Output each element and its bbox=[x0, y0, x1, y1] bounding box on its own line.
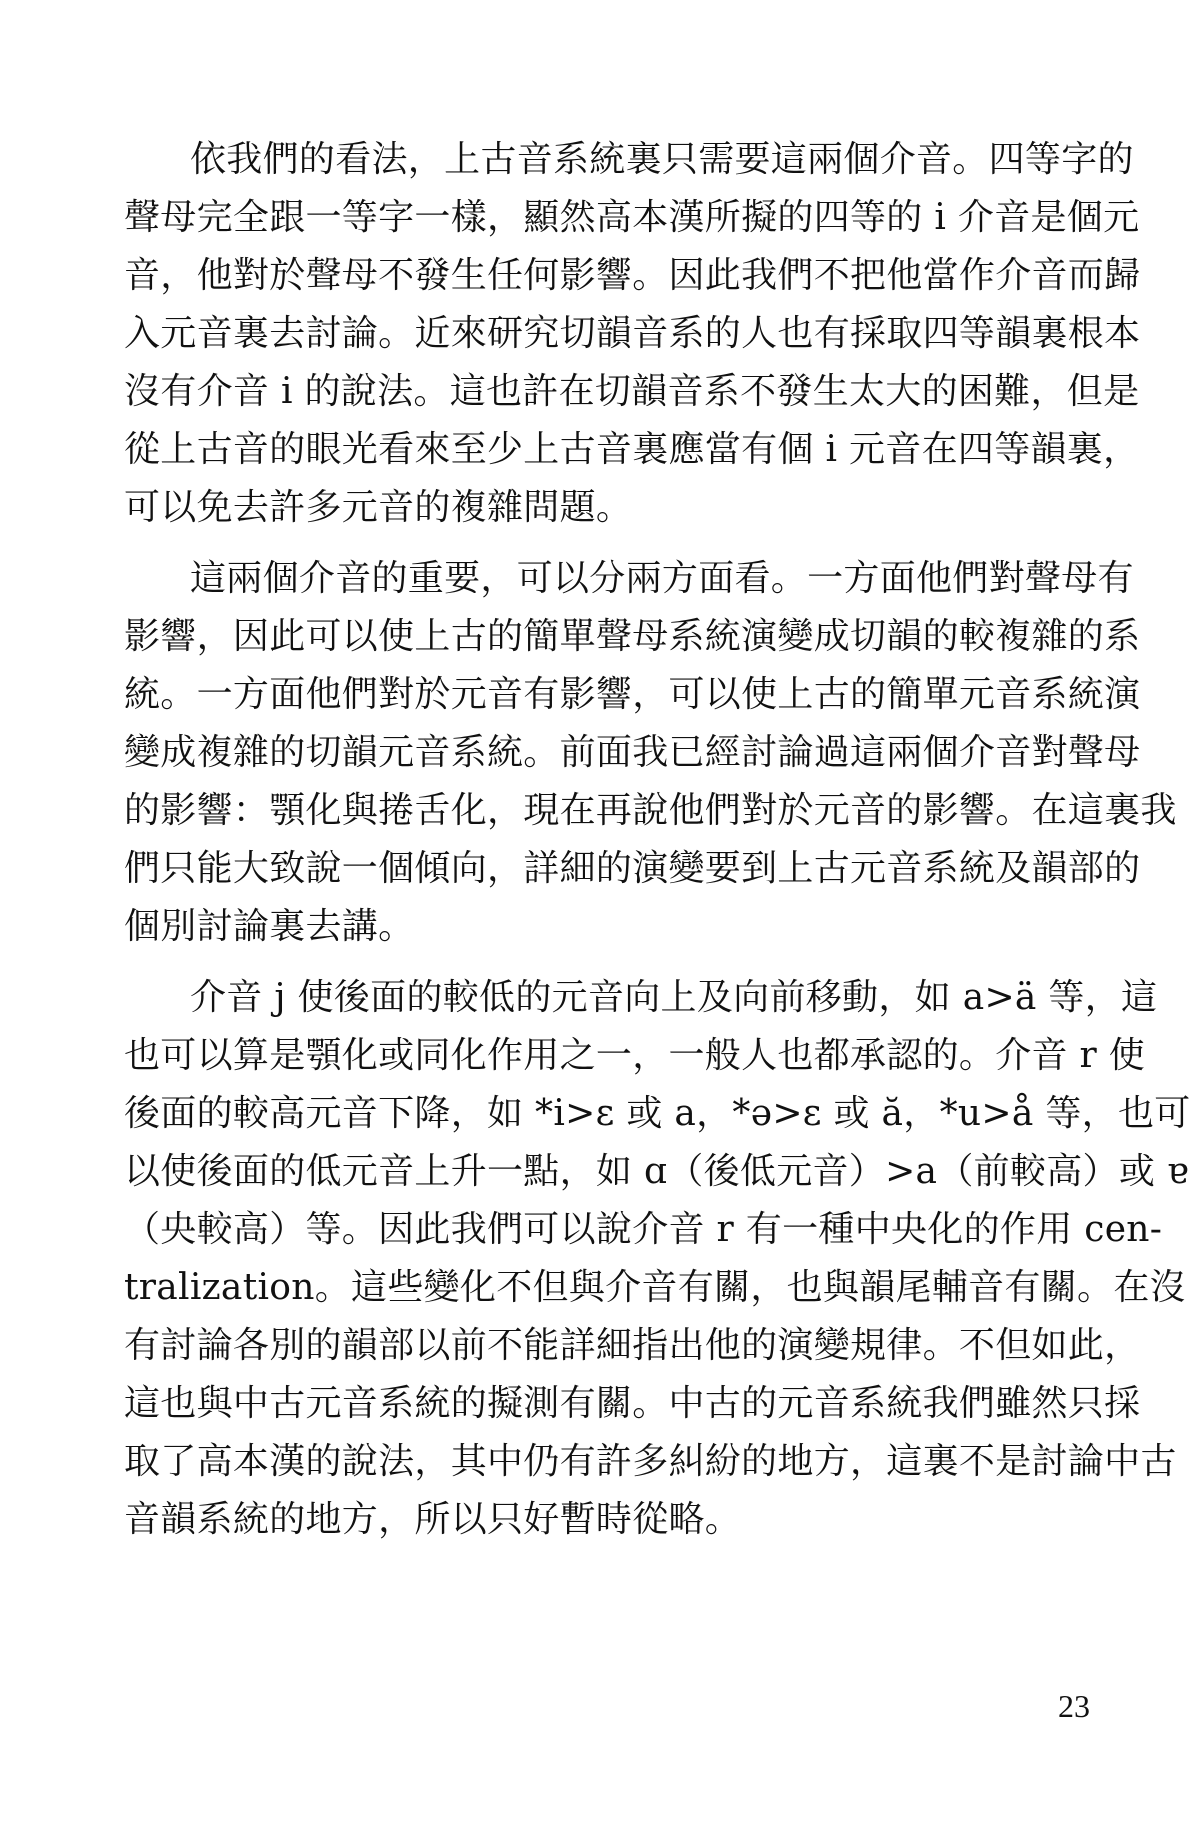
paragraph-2-line-1: 這兩個介音的重要，可以分兩方面看。一方面他們對聲母有 bbox=[190, 558, 1134, 599]
paragraph-3-line-3: 後面的較高元音下降，如 *i>ɛ 或 a，*ə>ɛ 或 ă，*u>å 等，也可 bbox=[124, 1093, 1191, 1134]
paragraph-2-line-7: 個別討論裏去講。 bbox=[124, 906, 415, 947]
paragraph-1-line-3: 音，他對於聲母不發生任何影響。因此我們不把他當作介音而歸 bbox=[124, 255, 1141, 296]
paragraph-3-line-9: 取了高本漢的說法，其中仍有許多糾紛的地方，這裏不是討論中古 bbox=[124, 1441, 1177, 1482]
paragraph-1-line-4: 入元音裏去討論。近來研究切韻音系的人也有採取四等韻裏根本 bbox=[124, 313, 1141, 354]
paragraph-3-line-2: 也可以算是顎化或同化作用之一，一般人也都承認的。介音 r 使 bbox=[124, 1035, 1146, 1076]
paragraph-3-line-8: 這也與中古元音系統的擬測有關。中古的元音系統我們雖然只採 bbox=[124, 1383, 1141, 1424]
paragraph-2-line-3: 統。一方面他們對於元音有影響，可以使上古的簡單元音系統演 bbox=[124, 674, 1141, 715]
paragraph-1-line-2: 聲母完全跟一等字一樣，顯然高本漢所擬的四等的 i 介音是個元 bbox=[124, 197, 1140, 238]
paragraph-1-line-7: 可以免去許多元音的複雜問題。 bbox=[124, 487, 633, 528]
paragraph-2-line-5: 的影響：顎化與捲舌化，現在再說他們對於元音的影響。在這裏我 bbox=[124, 790, 1177, 831]
paragraph-1-line-1: 依我們的看法，上古音系統裏只需要這兩個介音。四等字的 bbox=[190, 139, 1134, 180]
paragraph-2-line-2: 影響，因此可以使上古的簡單聲母系統演變成切韻的較複雜的系 bbox=[124, 616, 1141, 657]
paragraph-2-line-4: 變成複雜的切韻元音系統。前面我已經討論過這兩個介音對聲母 bbox=[124, 732, 1141, 773]
paragraph-1-line-5: 沒有介音 i 的說法。這也許在切韻音系不發生太大的困難，但是 bbox=[124, 371, 1140, 412]
paragraph-3-line-1: 介音 j 使後面的較低的元音向上及向前移動，如 a>ä 等，這 bbox=[190, 977, 1158, 1018]
paragraph-2-line-6: 們只能大致說一個傾向，詳細的演變要到上古元音系統及韻部的 bbox=[124, 848, 1141, 889]
page-number: 23 bbox=[1058, 1688, 1090, 1724]
paragraph-3-line-4: 以使後面的低元音上升一點，如 ɑ（後低元音）>a（前較高）或 ɐ bbox=[124, 1151, 1189, 1192]
paragraph-3-line-5: （央較高）等。因此我們可以說介音 r 有一種中央化的作用 cen- bbox=[124, 1209, 1163, 1250]
paragraph-3-line-6: tralization。這些變化不但與介音有關，也與韻尾輔音有關。在沒 bbox=[124, 1267, 1186, 1308]
paragraph-3-line-10: 音韻系統的地方，所以只好暫時從略。 bbox=[124, 1499, 742, 1540]
paragraph-3-line-7: 有討論各別的韻部以前不能詳細指出他的演變規律。不但如此， bbox=[124, 1325, 1141, 1366]
paragraph-1-line-6: 從上古音的眼光看來至少上古音裏應當有個 i 元音在四等韻裏， bbox=[124, 429, 1140, 470]
